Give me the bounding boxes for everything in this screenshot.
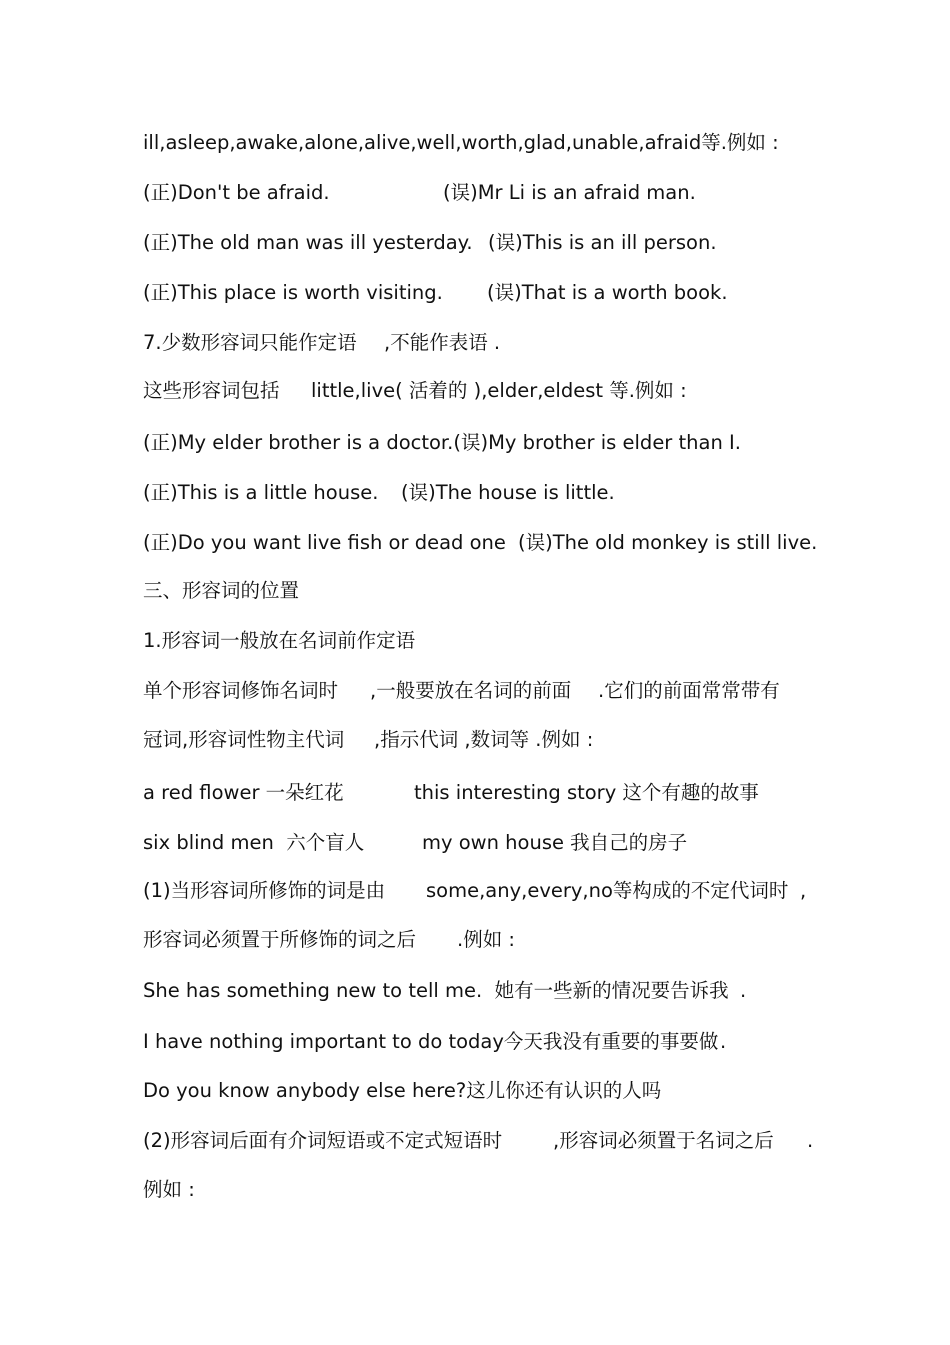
text-line: I have nothing important to do today今天我没有重要的事要做 xyxy=(143,1030,719,1053)
text-line-segment: (误)The house is little. xyxy=(401,481,615,504)
text-line: (2)形容词后面有介词短语或不定式短语时 xyxy=(143,1129,503,1152)
text-line: 这些形容词包括 xyxy=(143,379,280,402)
text-line: (正)My elder brother is a doctor.(误)My brother is elder than I. xyxy=(143,431,741,454)
text-line: (正)This is a little house. xyxy=(143,481,379,504)
text-line: (正)Don't be afraid. xyxy=(143,181,330,204)
text-line: 形容词必须置于所修饰的词之后 xyxy=(143,928,417,951)
text-line: 1.形容词一般放在名词前作定语 xyxy=(143,629,416,652)
text-line: 7.少数形容词只能作定语 xyxy=(143,331,357,354)
text-line-segment: ,指示代词 ,数词等 .例如 : xyxy=(374,728,594,751)
text-line: She has something new to tell me. 她有一些新的情况要告诉我 xyxy=(143,979,729,1002)
text-line-segment: some,any,every,no等构成的不定代词时 xyxy=(426,879,789,902)
text-line-segment: (误)This is an ill person. xyxy=(488,231,717,254)
text-line-segment: .它们的前面常常带有 xyxy=(598,679,780,702)
text-line-segment: my own house 我自己的房子 xyxy=(422,831,688,854)
text-line: Do you know anybody else here?这儿你还有认识的人吗 xyxy=(143,1079,662,1102)
text-line-segment: . xyxy=(740,979,747,1002)
text-line: 例如 : xyxy=(143,1178,195,1201)
text-line-segment: , xyxy=(800,879,807,902)
text-line-segment: . xyxy=(720,1030,727,1053)
text-line: ill,asleep,awake,alone,alive,well,worth,glad,unable,afraid等.例如 : xyxy=(143,131,779,154)
text-line-segment: (误)Mr Li is an afraid man. xyxy=(443,181,696,204)
text-line-segment: little,live( 活着的 ),elder,eldest 等.例如 : xyxy=(311,379,687,402)
text-line-segment: this interesting story 这个有趣的故事 xyxy=(414,781,759,804)
text-line-segment: ,形容词必须置于名词之后 xyxy=(553,1129,774,1152)
text-line-segment: . xyxy=(807,1129,814,1152)
text-line: (正)Do you want live fish or dead one xyxy=(143,531,506,554)
text-line-segment: .例如 : xyxy=(457,928,515,951)
text-line: (1)当形容词所修饰的词是由 xyxy=(143,879,386,902)
text-line: 三、形容词的位置 xyxy=(143,579,300,602)
text-line-segment: (误)The old monkey is still live. xyxy=(518,531,818,554)
text-line-segment: (误)That is a worth book. xyxy=(487,281,728,304)
text-line: a red flower 一朵红花 xyxy=(143,781,344,804)
text-line: 冠词,形容词性物主代词 xyxy=(143,728,345,751)
text-line-segment: ,不能作表语 . xyxy=(384,331,501,354)
text-line: (正)The old man was ill yesterday. xyxy=(143,231,473,254)
text-line: 单个形容词修饰名词时 xyxy=(143,679,339,702)
text-line-segment: ,一般要放在名词的前面 xyxy=(370,679,572,702)
text-line: six blind men 六个盲人 xyxy=(143,831,365,854)
text-line: (正)This place is worth visiting. xyxy=(143,281,443,304)
